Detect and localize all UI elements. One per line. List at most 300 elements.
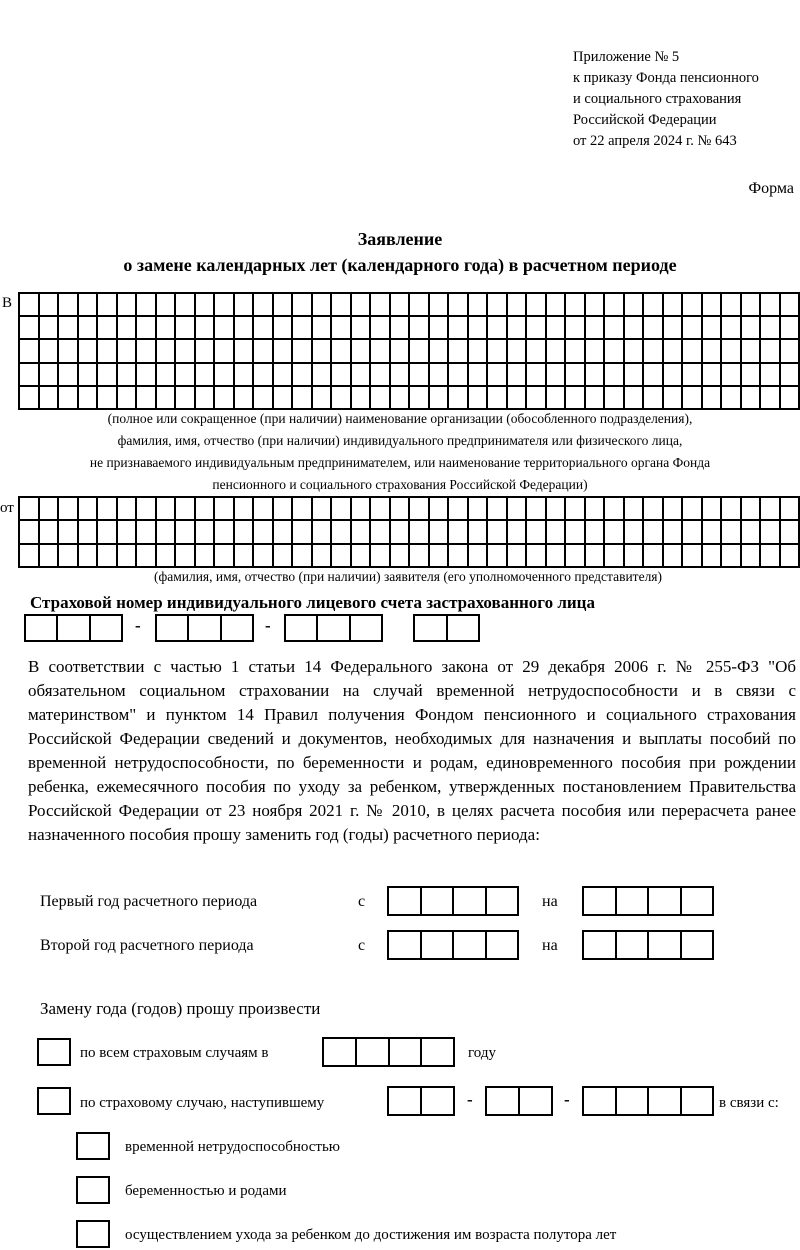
input-cell[interactable] — [703, 294, 723, 317]
input-cell[interactable] — [274, 364, 294, 387]
input-cell[interactable] — [98, 521, 118, 544]
input-cell[interactable] — [137, 521, 157, 544]
input-cell[interactable] — [508, 294, 528, 317]
input-cell[interactable] — [683, 364, 703, 387]
input-cell[interactable] — [118, 545, 138, 568]
input-cell[interactable] — [318, 616, 350, 640]
input-cell[interactable] — [566, 364, 586, 387]
input-cell[interactable] — [40, 364, 60, 387]
input-cell[interactable] — [487, 1088, 520, 1114]
input-cell[interactable] — [410, 387, 430, 410]
input-cell[interactable] — [254, 340, 274, 363]
input-cell[interactable] — [176, 364, 196, 387]
input-cell[interactable] — [644, 387, 664, 410]
input-cell[interactable] — [488, 340, 508, 363]
input-cell[interactable] — [196, 545, 216, 568]
input-cell[interactable] — [742, 340, 762, 363]
input-cell[interactable] — [649, 888, 682, 914]
input-cell[interactable] — [215, 387, 235, 410]
input-cell[interactable] — [683, 521, 703, 544]
input-cell[interactable] — [215, 364, 235, 387]
input-cell[interactable] — [157, 521, 177, 544]
input-cell[interactable] — [682, 932, 713, 958]
input-cell[interactable] — [410, 521, 430, 544]
input-cell[interactable] — [488, 498, 508, 521]
input-cell[interactable] — [26, 616, 58, 640]
input-cell[interactable] — [722, 294, 742, 317]
input-cell[interactable] — [20, 340, 40, 363]
input-cell[interactable] — [430, 387, 450, 410]
input-cell[interactable] — [118, 498, 138, 521]
input-cell[interactable] — [40, 498, 60, 521]
input-cell[interactable] — [649, 1088, 682, 1114]
input-cell[interactable] — [40, 317, 60, 340]
input-cell[interactable] — [527, 521, 547, 544]
input-cell[interactable] — [215, 340, 235, 363]
input-cell[interactable] — [547, 317, 567, 340]
input-cell[interactable] — [254, 317, 274, 340]
input-cell[interactable] — [625, 294, 645, 317]
input-cell[interactable] — [781, 387, 800, 410]
input-cell[interactable] — [586, 545, 606, 568]
input-cell[interactable] — [391, 387, 411, 410]
snils-control[interactable] — [413, 614, 480, 642]
input-cell[interactable] — [293, 340, 313, 363]
input-cell[interactable] — [781, 294, 800, 317]
input-cell[interactable] — [625, 545, 645, 568]
input-cell[interactable] — [352, 340, 372, 363]
input-cell[interactable] — [449, 498, 469, 521]
input-cell[interactable] — [176, 387, 196, 410]
input-cell[interactable] — [722, 317, 742, 340]
input-cell[interactable] — [196, 521, 216, 544]
input-cell[interactable] — [722, 545, 742, 568]
input-cell[interactable] — [196, 340, 216, 363]
input-cell[interactable] — [761, 387, 781, 410]
input-cell[interactable] — [389, 1088, 422, 1114]
input-cell[interactable] — [454, 932, 487, 958]
input-cell[interactable] — [196, 317, 216, 340]
input-cell[interactable] — [430, 294, 450, 317]
input-cell[interactable] — [59, 294, 79, 317]
input-cell[interactable] — [586, 387, 606, 410]
input-cell[interactable] — [527, 498, 547, 521]
input-cell[interactable] — [605, 498, 625, 521]
input-cell[interactable] — [508, 521, 528, 544]
input-cell[interactable] — [586, 317, 606, 340]
recipient-grid[interactable] — [18, 292, 800, 410]
input-cell[interactable] — [617, 932, 650, 958]
input-cell[interactable] — [664, 387, 684, 410]
input-cell[interactable] — [781, 364, 800, 387]
input-cell[interactable] — [430, 364, 450, 387]
input-cell[interactable] — [722, 498, 742, 521]
first-year-to-input[interactable] — [582, 886, 714, 916]
input-cell[interactable] — [59, 498, 79, 521]
input-cell[interactable] — [430, 545, 450, 568]
input-cell[interactable] — [547, 364, 567, 387]
input-cell[interactable] — [352, 521, 372, 544]
input-cell[interactable] — [91, 616, 121, 640]
input-cell[interactable] — [118, 364, 138, 387]
input-cell[interactable] — [430, 340, 450, 363]
input-cell[interactable] — [40, 521, 60, 544]
input-cell[interactable] — [617, 1088, 650, 1114]
input-cell[interactable] — [137, 294, 157, 317]
input-cell[interactable] — [196, 364, 216, 387]
input-cell[interactable] — [20, 364, 40, 387]
input-cell[interactable] — [547, 521, 567, 544]
input-cell[interactable] — [313, 364, 333, 387]
input-cell[interactable] — [235, 294, 255, 317]
input-cell[interactable] — [703, 387, 723, 410]
input-cell[interactable] — [196, 387, 216, 410]
input-cell[interactable] — [742, 364, 762, 387]
input-cell[interactable] — [605, 545, 625, 568]
input-cell[interactable] — [644, 340, 664, 363]
input-cell[interactable] — [488, 521, 508, 544]
input-cell[interactable] — [176, 498, 196, 521]
input-cell[interactable] — [391, 364, 411, 387]
input-cell[interactable] — [683, 340, 703, 363]
input-cell[interactable] — [332, 317, 352, 340]
input-cell[interactable] — [586, 340, 606, 363]
input-cell[interactable] — [527, 294, 547, 317]
input-cell[interactable] — [390, 1039, 423, 1065]
input-cell[interactable] — [449, 340, 469, 363]
input-cell[interactable] — [59, 364, 79, 387]
input-cell[interactable] — [625, 498, 645, 521]
input-cell[interactable] — [40, 387, 60, 410]
input-cell[interactable] — [352, 387, 372, 410]
input-cell[interactable] — [98, 387, 118, 410]
input-cell[interactable] — [469, 294, 489, 317]
input-cell[interactable] — [605, 317, 625, 340]
input-cell[interactable] — [703, 364, 723, 387]
input-cell[interactable] — [137, 545, 157, 568]
input-cell[interactable] — [293, 498, 313, 521]
input-cell[interactable] — [357, 1039, 390, 1065]
input-cell[interactable] — [625, 364, 645, 387]
input-cell[interactable] — [40, 294, 60, 317]
input-cell[interactable] — [352, 364, 372, 387]
input-cell[interactable] — [332, 498, 352, 521]
input-cell[interactable] — [703, 498, 723, 521]
input-cell[interactable] — [422, 932, 455, 958]
input-cell[interactable] — [781, 545, 800, 568]
input-cell[interactable] — [584, 888, 617, 914]
input-cell[interactable] — [59, 317, 79, 340]
input-cell[interactable] — [683, 545, 703, 568]
input-cell[interactable] — [157, 294, 177, 317]
input-cell[interactable] — [430, 521, 450, 544]
input-cell[interactable] — [742, 387, 762, 410]
input-cell[interactable] — [781, 340, 800, 363]
input-cell[interactable] — [79, 387, 99, 410]
input-cell[interactable] — [176, 340, 196, 363]
input-cell[interactable] — [79, 317, 99, 340]
input-cell[interactable] — [449, 545, 469, 568]
input-cell[interactable] — [566, 387, 586, 410]
input-cell[interactable] — [157, 387, 177, 410]
input-cell[interactable] — [254, 498, 274, 521]
input-cell[interactable] — [649, 932, 682, 958]
input-cell[interactable] — [683, 294, 703, 317]
input-cell[interactable] — [391, 317, 411, 340]
input-cell[interactable] — [196, 498, 216, 521]
input-cell[interactable] — [176, 294, 196, 317]
snils-group-3[interactable] — [284, 614, 383, 642]
input-cell[interactable] — [508, 498, 528, 521]
input-cell[interactable] — [389, 932, 422, 958]
input-cell[interactable] — [703, 521, 723, 544]
input-cell[interactable] — [293, 364, 313, 387]
all-cases-year-input[interactable] — [322, 1037, 455, 1067]
input-cell[interactable] — [469, 340, 489, 363]
input-cell[interactable] — [215, 317, 235, 340]
input-cell[interactable] — [235, 521, 255, 544]
input-cell[interactable] — [566, 294, 586, 317]
input-cell[interactable] — [664, 498, 684, 521]
input-cell[interactable] — [742, 498, 762, 521]
input-cell[interactable] — [410, 294, 430, 317]
input-cell[interactable] — [625, 340, 645, 363]
input-cell[interactable] — [781, 521, 800, 544]
input-cell[interactable] — [215, 521, 235, 544]
input-cell[interactable] — [20, 317, 40, 340]
input-cell[interactable] — [293, 294, 313, 317]
input-cell[interactable] — [547, 545, 567, 568]
input-cell[interactable] — [235, 364, 255, 387]
input-cell[interactable] — [274, 387, 294, 410]
input-cell[interactable] — [274, 498, 294, 521]
input-cell[interactable] — [410, 498, 430, 521]
input-cell[interactable] — [644, 498, 664, 521]
input-cell[interactable] — [547, 387, 567, 410]
input-cell[interactable] — [137, 387, 157, 410]
input-cell[interactable] — [157, 545, 177, 568]
input-cell[interactable] — [761, 498, 781, 521]
input-cell[interactable] — [781, 498, 800, 521]
input-cell[interactable] — [683, 498, 703, 521]
input-cell[interactable] — [469, 387, 489, 410]
input-cell[interactable] — [703, 317, 723, 340]
input-cell[interactable] — [527, 545, 547, 568]
input-cell[interactable] — [488, 545, 508, 568]
input-cell[interactable] — [422, 1039, 453, 1065]
input-cell[interactable] — [118, 340, 138, 363]
input-cell[interactable] — [313, 317, 333, 340]
input-cell[interactable] — [293, 387, 313, 410]
input-cell[interactable] — [449, 364, 469, 387]
input-cell[interactable] — [332, 521, 352, 544]
input-cell[interactable] — [683, 317, 703, 340]
input-cell[interactable] — [235, 545, 255, 568]
first-year-from-input[interactable] — [387, 886, 519, 916]
input-cell[interactable] — [254, 545, 274, 568]
input-cell[interactable] — [293, 317, 313, 340]
input-cell[interactable] — [586, 521, 606, 544]
input-cell[interactable] — [449, 294, 469, 317]
input-cell[interactable] — [274, 521, 294, 544]
input-cell[interactable] — [371, 545, 391, 568]
input-cell[interactable] — [20, 498, 40, 521]
input-cell[interactable] — [293, 545, 313, 568]
input-cell[interactable] — [20, 521, 40, 544]
input-cell[interactable] — [605, 521, 625, 544]
input-cell[interactable] — [742, 521, 762, 544]
input-cell[interactable] — [20, 294, 40, 317]
input-cell[interactable] — [761, 545, 781, 568]
input-cell[interactable] — [98, 317, 118, 340]
input-cell[interactable] — [332, 545, 352, 568]
all-cases-checkbox[interactable] — [37, 1038, 71, 1066]
input-cell[interactable] — [566, 317, 586, 340]
input-cell[interactable] — [98, 545, 118, 568]
input-cell[interactable] — [703, 340, 723, 363]
input-cell[interactable] — [722, 340, 742, 363]
input-cell[interactable] — [448, 616, 479, 640]
input-cell[interactable] — [222, 616, 252, 640]
input-cell[interactable] — [584, 1088, 617, 1114]
input-cell[interactable] — [488, 294, 508, 317]
input-cell[interactable] — [137, 498, 157, 521]
input-cell[interactable] — [761, 340, 781, 363]
input-cell[interactable] — [644, 521, 664, 544]
input-cell[interactable] — [235, 498, 255, 521]
input-cell[interactable] — [682, 1088, 713, 1114]
input-cell[interactable] — [469, 545, 489, 568]
input-cell[interactable] — [566, 521, 586, 544]
input-cell[interactable] — [584, 932, 617, 958]
input-cell[interactable] — [332, 387, 352, 410]
input-cell[interactable] — [722, 387, 742, 410]
input-cell[interactable] — [761, 294, 781, 317]
sick-leave-checkbox[interactable] — [76, 1132, 110, 1160]
input-cell[interactable] — [682, 888, 713, 914]
input-cell[interactable] — [454, 888, 487, 914]
specific-case-checkbox[interactable] — [37, 1087, 71, 1115]
input-cell[interactable] — [59, 521, 79, 544]
input-cell[interactable] — [722, 521, 742, 544]
input-cell[interactable] — [605, 294, 625, 317]
input-cell[interactable] — [761, 317, 781, 340]
input-cell[interactable] — [422, 888, 455, 914]
input-cell[interactable] — [20, 387, 40, 410]
input-cell[interactable] — [703, 545, 723, 568]
input-cell[interactable] — [215, 294, 235, 317]
input-cell[interactable] — [254, 521, 274, 544]
input-cell[interactable] — [235, 317, 255, 340]
input-cell[interactable] — [469, 498, 489, 521]
input-cell[interactable] — [137, 364, 157, 387]
input-cell[interactable] — [430, 317, 450, 340]
input-cell[interactable] — [274, 545, 294, 568]
input-cell[interactable] — [313, 294, 333, 317]
input-cell[interactable] — [215, 498, 235, 521]
input-cell[interactable] — [410, 317, 430, 340]
input-cell[interactable] — [313, 545, 333, 568]
case-month-input[interactable] — [485, 1086, 553, 1116]
input-cell[interactable] — [742, 317, 762, 340]
input-cell[interactable] — [605, 364, 625, 387]
input-cell[interactable] — [189, 616, 221, 640]
input-cell[interactable] — [605, 387, 625, 410]
input-cell[interactable] — [79, 545, 99, 568]
input-cell[interactable] — [98, 498, 118, 521]
input-cell[interactable] — [547, 294, 567, 317]
input-cell[interactable] — [59, 387, 79, 410]
input-cell[interactable] — [508, 387, 528, 410]
input-cell[interactable] — [527, 317, 547, 340]
input-cell[interactable] — [254, 364, 274, 387]
input-cell[interactable] — [547, 498, 567, 521]
input-cell[interactable] — [391, 340, 411, 363]
input-cell[interactable] — [586, 294, 606, 317]
input-cell[interactable] — [415, 616, 448, 640]
input-cell[interactable] — [664, 521, 684, 544]
pregnancy-checkbox[interactable] — [76, 1176, 110, 1204]
input-cell[interactable] — [391, 294, 411, 317]
input-cell[interactable] — [761, 521, 781, 544]
input-cell[interactable] — [352, 317, 372, 340]
input-cell[interactable] — [157, 340, 177, 363]
input-cell[interactable] — [286, 616, 318, 640]
input-cell[interactable] — [664, 317, 684, 340]
input-cell[interactable] — [488, 317, 508, 340]
input-cell[interactable] — [371, 317, 391, 340]
input-cell[interactable] — [527, 364, 547, 387]
input-cell[interactable] — [371, 387, 391, 410]
input-cell[interactable] — [508, 545, 528, 568]
input-cell[interactable] — [137, 317, 157, 340]
input-cell[interactable] — [547, 340, 567, 363]
input-cell[interactable] — [235, 387, 255, 410]
input-cell[interactable] — [449, 317, 469, 340]
input-cell[interactable] — [313, 521, 333, 544]
input-cell[interactable] — [274, 294, 294, 317]
input-cell[interactable] — [293, 521, 313, 544]
input-cell[interactable] — [527, 387, 547, 410]
input-cell[interactable] — [157, 317, 177, 340]
snils-group-1[interactable] — [24, 614, 123, 642]
input-cell[interactable] — [371, 340, 391, 363]
second-year-to-input[interactable] — [582, 930, 714, 960]
input-cell[interactable] — [469, 521, 489, 544]
input-cell[interactable] — [351, 616, 381, 640]
input-cell[interactable] — [469, 317, 489, 340]
input-cell[interactable] — [79, 521, 99, 544]
input-cell[interactable] — [508, 364, 528, 387]
input-cell[interactable] — [157, 616, 189, 640]
input-cell[interactable] — [722, 364, 742, 387]
input-cell[interactable] — [410, 545, 430, 568]
input-cell[interactable] — [761, 364, 781, 387]
input-cell[interactable] — [40, 340, 60, 363]
input-cell[interactable] — [176, 521, 196, 544]
input-cell[interactable] — [410, 340, 430, 363]
input-cell[interactable] — [352, 545, 372, 568]
input-cell[interactable] — [118, 521, 138, 544]
input-cell[interactable] — [617, 888, 650, 914]
input-cell[interactable] — [118, 294, 138, 317]
input-cell[interactable] — [118, 387, 138, 410]
input-cell[interactable] — [79, 340, 99, 363]
input-cell[interactable] — [586, 364, 606, 387]
input-cell[interactable] — [644, 545, 664, 568]
input-cell[interactable] — [79, 294, 99, 317]
input-cell[interactable] — [586, 498, 606, 521]
